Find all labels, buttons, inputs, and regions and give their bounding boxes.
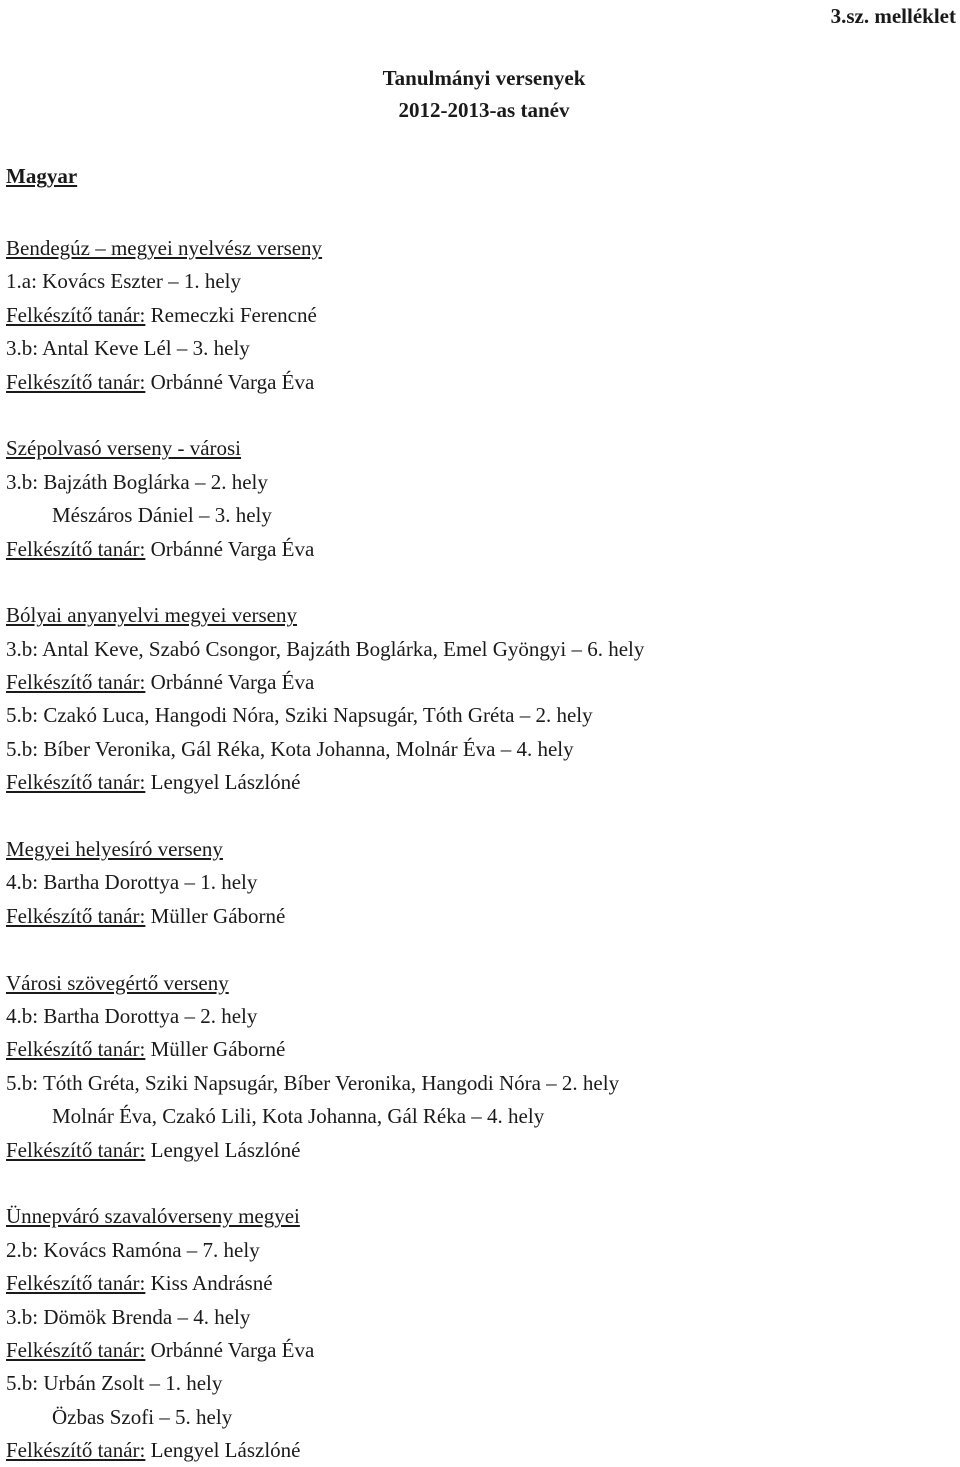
- result-line: 5.b: Czakó Luca, Hangodi Nóra, Sziki Napsugár, Tóth Gréta – 2. hely: [6, 703, 593, 728]
- teacher-line: [6, 1033, 960, 1066]
- competition-heading: Szépolvasó verseny - városi: [6, 436, 242, 461]
- competition-heading: Megyei helyesíró verseny: [6, 837, 223, 862]
- teacher-label: Felkészítő tanár:: [6, 670, 146, 695]
- document-title: Tanulmányi versenyek: [382, 66, 586, 90]
- result-line: 1.a: Kovács Eszter – 1. hely: [6, 269, 242, 294]
- teacher-name: Orbánné Varga Éva: [150, 369, 315, 394]
- teacher-label: Felkészítő tanár:: [6, 1337, 146, 1362]
- teacher-label: Felkészítő tanár:: [6, 903, 146, 928]
- block-spacer: [6, 933, 960, 966]
- block-spacer: [6, 566, 960, 599]
- result-line: 5.b: Tóth Gréta, Sziki Napsugár, Bíber Veronika, Hangodi Nóra – 2. hely: [6, 1070, 620, 1095]
- competition-list: [6, 232, 960, 1467]
- teacher-name: Orbánné Varga Éva: [150, 670, 315, 695]
- teacher-label: Felkészítő tanár:: [6, 1438, 146, 1463]
- teacher-line: [6, 1334, 960, 1367]
- teacher-name: Orbánné Varga Éva: [150, 536, 315, 561]
- result-line: 5.b: Urbán Zsolt – 1. hely: [6, 1371, 223, 1396]
- teacher-name: Lengyel Lászlóné: [150, 1438, 301, 1463]
- subject-heading: Magyar: [6, 164, 78, 188]
- teacher-name: Kiss Andrásné: [150, 1271, 273, 1296]
- block-spacer: [6, 1167, 960, 1200]
- teacher-name: Lengyel Lászlóné: [150, 1137, 301, 1162]
- result-line: 3.b: Antal Keve, Szabó Csongor, Bajzáth Boglárka, Emel Gyöngyi – 6. hely: [6, 636, 645, 661]
- result-line: Özbas Szofi – 5. hely: [52, 1404, 233, 1429]
- teacher-line: [6, 1434, 960, 1467]
- teacher-label: Felkészítő tanár:: [6, 1137, 146, 1162]
- teacher-label: Felkészítő tanár:: [6, 1271, 146, 1296]
- competition-heading: Ünnepváró szavalóverseny megyei: [6, 1204, 300, 1229]
- teacher-line: [6, 299, 960, 332]
- teacher-line: [6, 766, 960, 799]
- teacher-label: Felkészítő tanár:: [6, 770, 146, 795]
- teacher-line: [6, 900, 960, 933]
- teacher-label: Felkészítő tanár:: [6, 369, 146, 394]
- teacher-name: Müller Gáborné: [150, 903, 286, 928]
- block-spacer: [6, 399, 960, 432]
- result-line: 3.b: Antal Keve Lél – 3. hely: [6, 336, 250, 361]
- result-line: 5.b: Bíber Veronika, Gál Réka, Kota Johanna, Molnár Éva – 4. hely: [6, 736, 574, 761]
- teacher-name: Orbánné Varga Éva: [150, 1337, 315, 1362]
- result-line: 3.b: Dömök Brenda – 4. hely: [6, 1304, 251, 1329]
- competition-heading: Bólyai anyanyelvi megyei verseny: [6, 603, 297, 628]
- result-line: Mészáros Dániel – 3. hely: [52, 503, 272, 528]
- result-line: 4.b: Bartha Dorottya – 2. hely: [6, 1003, 258, 1028]
- teacher-line: [6, 366, 960, 399]
- teacher-name: Müller Gáborné: [150, 1037, 286, 1062]
- teacher-line: [6, 666, 960, 699]
- teacher-line: [6, 533, 960, 566]
- teacher-label: Felkészítő tanár:: [6, 1037, 146, 1062]
- competition-heading: Bendegúz – megyei nyelvész verseny: [6, 236, 323, 260]
- result-line: Molnár Éva, Czakó Lili, Kota Johanna, Gál Réka – 4. hely: [52, 1104, 545, 1129]
- result-line: 2.b: Kovács Ramóna – 7. hely: [6, 1237, 260, 1262]
- competition-heading: Városi szövegértő verseny: [6, 970, 229, 995]
- result-line: 4.b: Bartha Dorottya – 1. hely: [6, 870, 258, 895]
- teacher-name: Lengyel Lászlóné: [150, 770, 301, 795]
- annex-label: 3.sz. melléklet: [830, 4, 956, 28]
- result-line: 3.b: Bajzáth Boglárka – 2. hely: [6, 469, 268, 494]
- teacher-name: Remeczki Ferencné: [150, 302, 317, 327]
- teacher-label: Felkészítő tanár:: [6, 536, 146, 561]
- block-spacer: [6, 800, 960, 833]
- teacher-line: [6, 1134, 960, 1167]
- school-year-title: 2012-2013-as tanév: [398, 98, 570, 122]
- teacher-line: [6, 1267, 960, 1300]
- teacher-label: Felkészítő tanár:: [6, 302, 146, 327]
